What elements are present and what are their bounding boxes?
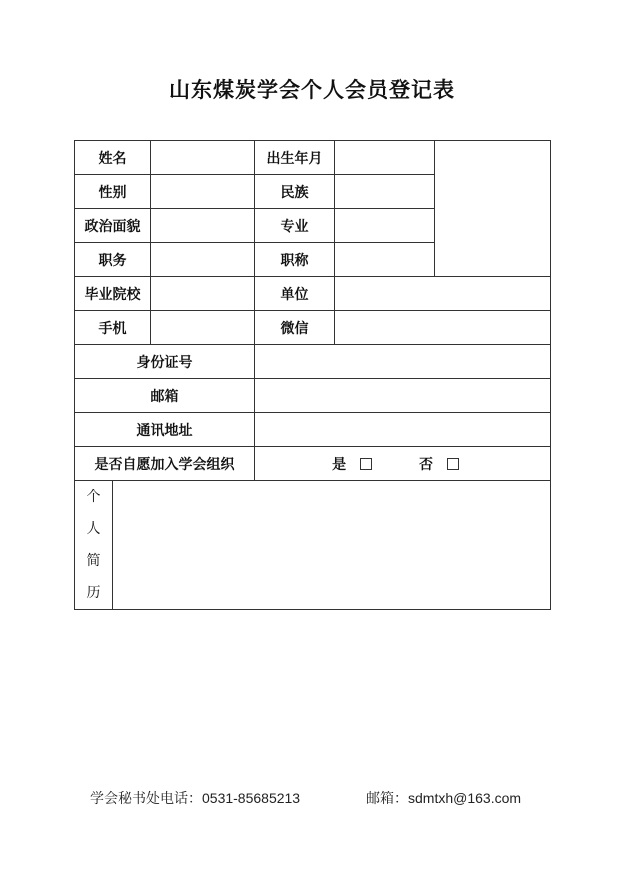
label-phone: 手机 bbox=[75, 311, 151, 345]
label-wechat: 微信 bbox=[255, 311, 335, 345]
label-address: 通讯地址 bbox=[75, 413, 255, 447]
label-id-number: 身份证号 bbox=[75, 345, 255, 379]
option-yes[interactable] bbox=[332, 454, 386, 474]
label-join: 是否自愿加入学会组织 bbox=[75, 447, 255, 481]
footer-email: 邮箱：sdmtxh@163.com bbox=[366, 790, 522, 806]
field-unit[interactable] bbox=[335, 277, 551, 311]
label-position: 职务 bbox=[75, 243, 151, 277]
label-major: 专业 bbox=[255, 209, 335, 243]
join-options bbox=[255, 447, 551, 481]
field-id-number[interactable] bbox=[255, 345, 551, 379]
footer bbox=[90, 788, 522, 808]
field-email[interactable] bbox=[255, 379, 551, 413]
photo-box[interactable] bbox=[435, 141, 551, 277]
label-gender: 性别 bbox=[75, 175, 151, 209]
field-phone[interactable] bbox=[151, 311, 255, 345]
field-birth[interactable] bbox=[335, 141, 435, 175]
field-title-rank[interactable] bbox=[335, 243, 435, 277]
field-name[interactable] bbox=[151, 141, 255, 175]
option-yes-label: 是 bbox=[332, 456, 347, 473]
label-email: 邮箱 bbox=[75, 379, 255, 413]
footer-phone: 学会秘书处电话：0531-85685213 bbox=[90, 790, 301, 806]
registration-table bbox=[74, 140, 551, 610]
field-school[interactable] bbox=[151, 277, 255, 311]
checkbox-yes-icon[interactable] bbox=[360, 458, 372, 470]
checkbox-no-icon[interactable] bbox=[447, 458, 459, 470]
label-school: 毕业院校 bbox=[75, 277, 151, 311]
label-ethnicity: 民族 bbox=[255, 175, 335, 209]
field-resume[interactable] bbox=[113, 481, 551, 610]
label-title-rank: 职称 bbox=[255, 243, 335, 277]
field-address[interactable] bbox=[255, 413, 551, 447]
form-title: 山东煤炭学会个人会员登记表 bbox=[169, 78, 455, 102]
option-no[interactable] bbox=[419, 454, 473, 474]
field-wechat[interactable] bbox=[335, 311, 551, 345]
field-political[interactable] bbox=[151, 209, 255, 243]
label-name: 姓名 bbox=[75, 141, 151, 175]
label-resume-text: 个人简历 bbox=[86, 489, 101, 601]
field-major[interactable] bbox=[335, 209, 435, 243]
label-birth: 出生年月 bbox=[255, 141, 335, 175]
field-ethnicity[interactable] bbox=[335, 175, 435, 209]
option-no-label: 否 bbox=[418, 456, 433, 473]
label-political: 政治面貌 bbox=[75, 209, 151, 243]
label-unit: 单位 bbox=[255, 277, 335, 311]
label-resume bbox=[75, 481, 113, 610]
field-gender[interactable] bbox=[151, 175, 255, 209]
field-position[interactable] bbox=[151, 243, 255, 277]
